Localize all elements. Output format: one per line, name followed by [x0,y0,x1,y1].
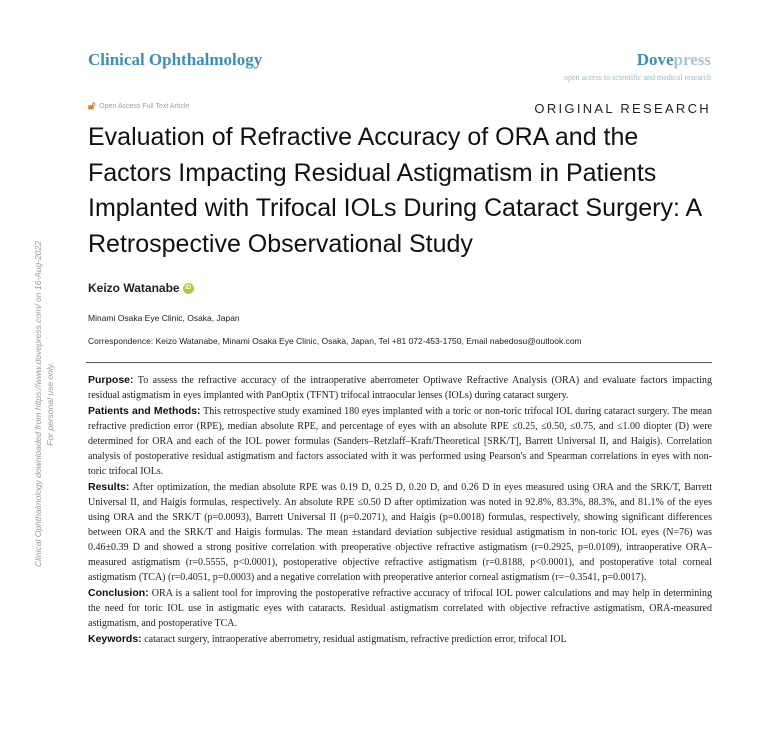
watermark-line2: For personal use only. [45,362,55,446]
open-access-icon: 🔓︎ [88,100,96,112]
purpose-text: To assess the refractive accuracy of the intraoperative aberrometer Optiwave Refractive Analysis (ORA) and evaluate factors impacting residual astigmatism in eyes implanted with PanOptix (TFNT) trifocal intraocular lenses (IOLs) during cataract surgery. [88,375,712,401]
open-access-label [88,101,189,112]
publisher-logo [637,50,711,70]
publisher-logo-part2: press [673,50,711,69]
abstract [88,373,712,649]
abstract-conclusion [88,586,712,632]
author [88,281,194,295]
methods-text: This retrospective study examined 180 eyes implanted with a toric or non-toric trifocal IOL during cataract surgery. The mean refractive prediction error (RPE), median absolute RPE, and percentage of eyes with an absolute RPE ≤0.25, ≤0.50, ≤0.75, and ≤1.00 diopter (D) were determined for ORA and each of the IOL power formulas (Sanders–Retzlaff–Kraft/Theoretical [SRK/T], Barrett Universal II, and Haigis). Correlation analysis of postoperative residual astigmatism and factors associated with it was performed using Pearson's and Spearman correlations in eyes with non-toric trifocal IOLs. [88,406,712,477]
abstract-purpose [88,373,712,404]
publisher-logo-part1: Dove [636,50,674,69]
orcid-icon[interactable]: iD [183,283,194,294]
conclusion-label: Conclusion: [88,587,149,600]
publisher-tagline: open access to scientific and medical research [563,73,711,82]
abstract-results [88,480,712,585]
download-watermark [32,104,56,704]
results-text: After optimization, the median absolute RPE was 0.19 D, 0.25 D, 0.20 D, and 0.26 D in eyes measured using ORA and the SRK/T, Barrett Universal II, and Haigis formulas, respectively. An absolute RPE ≤0.50 D after optimization was noted in 92.8%, 83.3%, 88.3%, and 81.1% of the eyes using ORA and the SRK/T (p=0.0093), Barrett Universal II (p=0.2071), and Haigis (p=0.0018) formulas, respectively, showing significant differences between ORA and the SRK/T and Haigis formulas. The mean ±standard deviation subjective residual astigmatism in non-toric IOL eyes (N=76) was 0.46±0.39 D and showed a strong positive correlation with preoperative objective refractive astigmatism (r=0.2925, p=0.0109), intraoperative ORA–measured astigmatism (r=0.5555, p<0.0001), postoperative objective refractive astigmatism (r=0.8188, p<0.0001), and postoperative total corneal astigmatism (TCA) (r=0.4051, p=0.0003) and a negative correlation with preoperative anterior corneal astigmatism (r=−0.3541, p=0.0017). [88,482,712,583]
methods-label: Patients and Methods: [88,405,201,418]
section-divider [86,362,712,363]
keywords-label: Keywords: [88,633,142,646]
conclusion-text: ORA is a salient tool for improving the postoperative refractive accuracy of trifocal IOL power calculations and may help in determining the need for toric IOL use in astigmatic eyes with cataracts. Residual astigmatism correlated with objective refractive astigmatism, ORA-measured astigmatism, and postoperative TCA. [88,588,713,629]
results-label: Results: [88,481,130,494]
affiliation: Minami Osaka Eye Clinic, Osaka, Japan [88,313,240,323]
journal-name: Clinical Ophthalmology [88,50,263,69]
keywords-text: cataract surgery, intraoperative aberrometry, residual astigmatism, refractive prediction error, trifocal IOL [144,634,567,646]
correspondence: Correspondence: Keizo Watanabe, Minami Osaka Eye Clinic, Osaka, Japan, Tel +81 072-453-1750, Email nabedosu@outlook.com [88,336,582,346]
open-access-text: Open Access Full Text Article [99,103,190,110]
abstract-keywords [88,632,712,648]
abstract-methods [88,404,712,480]
purpose-label: Purpose: [88,374,134,386]
watermark-line1: Clinical Ophthalmology downloaded from https://www.dovepress.com/ on 16-Aug-2022 [33,241,43,568]
article-title: Evaluation of Refractive Accuracy of ORA and the Factors Impacting Residual Astigmatism in Patients Implanted with Trifocal IOLs During Cataract Surgery: A Retrospective Observational Study [88,123,701,258]
article-type: ORIGINAL RESEARCH [534,101,711,116]
author-name[interactable]: Keizo Watanabe [88,281,180,295]
